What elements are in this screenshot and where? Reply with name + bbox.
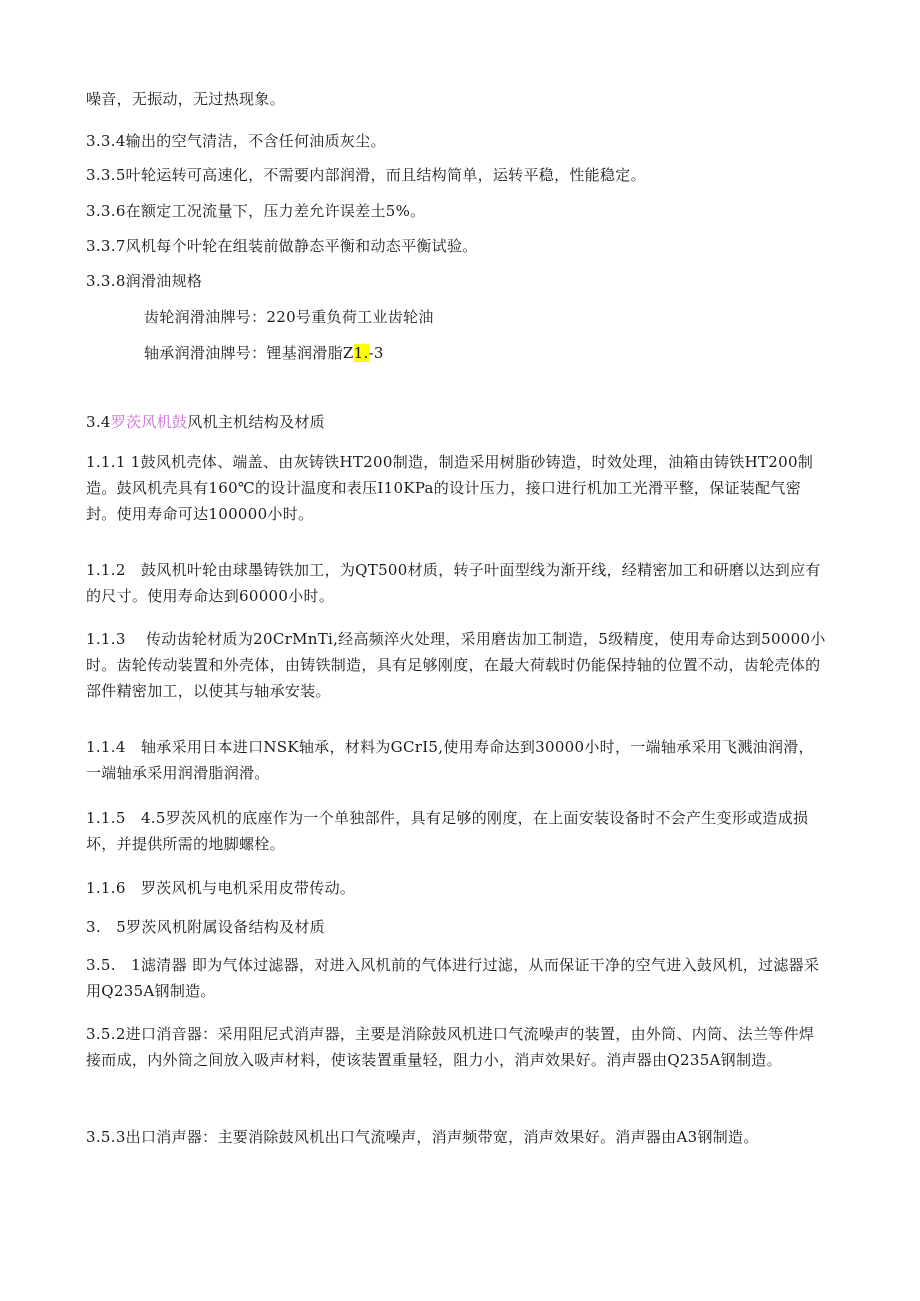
section-heading-3-4 (86, 409, 826, 435)
paragraph-1-1-6: 1.1.6 罗茨风机与电机采用皮带传动。 (86, 879, 356, 897)
section-number: 3.4 (86, 413, 111, 431)
paragraph-3-5-3: 3.5.3出口消声器：主要消除鼓风机出口气流噪声，消声频带宽，消声效果好。消声器由A3钢制造。 (86, 1128, 759, 1146)
clause-3-3-8: 3.3.8润滑油规格 (86, 272, 203, 290)
section-title: 风机主机结构及材质 (187, 413, 325, 431)
text-line: 噪音，无振动，无过热现象。 (86, 90, 285, 108)
section-heading-3-5: 3. 5罗茨风机附属设备结构及材质 (86, 918, 325, 936)
gear-oil-spec: 齿轮润滑油牌号：220号重负荷工业齿轮油 (144, 308, 434, 326)
paragraph-1-1-1: 1.1.1 1鼓风机壳体、端盖、由灰铸铁HT200制造，制造采用树脂砂铸造，时效处理，油箱由铸铁HT200制造。鼓风机壳具有160℃的设计温度和表压I10KPa的设计压力，接口进行机加工光滑平整，保证装配气密封。使用寿命可达100000小时。 (86, 453, 814, 523)
bearing-oil-suffix: -3 (368, 344, 384, 362)
paragraph-3-5-2: 3.5.2进口消音器：采用阻尼式消声器，主要是消除鼓风机进口气流噪声的装置，由外筒、内筒、法兰等件焊接而成，内外筒之间放入吸声材料，使该装置重量轻，阻力小，消声效果好。消声器由Q235A钢制造。 (86, 1025, 815, 1069)
paragraph-1-1-5: 1.1.5 4.5罗茨风机的底座作为一个单独部件，具有足够的刚度，在上面安装设备时不会产生变形或造成损坏，并提供所需的地脚螺栓。 (86, 809, 809, 853)
bearing-oil-spec (144, 340, 884, 366)
paragraph-1-1-4: 1.1.4 轴承采用日本进口NSK轴承，材料为GCrI5,使用寿命达到30000小时，一端轴承采用飞溅油润滑，一端轴承采用润滑脂润滑。 (86, 738, 814, 782)
clause-3-3-5: 3.3.5叶轮运转可高速化，不需要内部润滑，而且结构简单，运转平稳，性能稳定。 (86, 166, 646, 184)
pink-text: 罗茨风机鼓 (110, 413, 188, 431)
bearing-oil-text: 轴承润滑油牌号：锂基润滑脂Z (144, 344, 354, 362)
clause-3-3-6: 3.3.6在额定工况流量下，压力差允许误差土5%。 (86, 202, 426, 220)
paragraph-1-1-3: 1.1.3 传动齿轮材质为20CrMnTi,经高频淬火处理，采用磨齿加工制造，5级精度，使用寿命达到50000小时。齿轮传动装置和外壳体，由铸铁制造，具有足够刚度，在最大荷载时仍能保持轴的位置不动，齿轮壳体的部件精密加工，以使其与轴承安装。 (86, 630, 826, 700)
clause-3-3-7: 3.3.7风机每个叶轮在组装前做静态平衡和动态平衡试验。 (86, 237, 478, 255)
paragraph-3-5-1: 3.5. 1滤清器 即为气体过滤器，对进入风机前的气体进行过滤，从而保证干净的空气进入鼓风机，过滤器采用Q235A钢制造。 (86, 956, 820, 1000)
clause-3-3-4: 3.3.4输出的空气清洁，不含任何油质灰尘。 (86, 132, 386, 150)
paragraph-1-1-2: 1.1.2 鼓风机叶轮由球墨铸铁加工，为QT500材质，转子叶面型线为渐开线，经精密加工和研磨以达到应有的尺寸。使用寿命达到60000小时。 (86, 561, 821, 605)
highlighted-text: 1. (353, 344, 369, 362)
